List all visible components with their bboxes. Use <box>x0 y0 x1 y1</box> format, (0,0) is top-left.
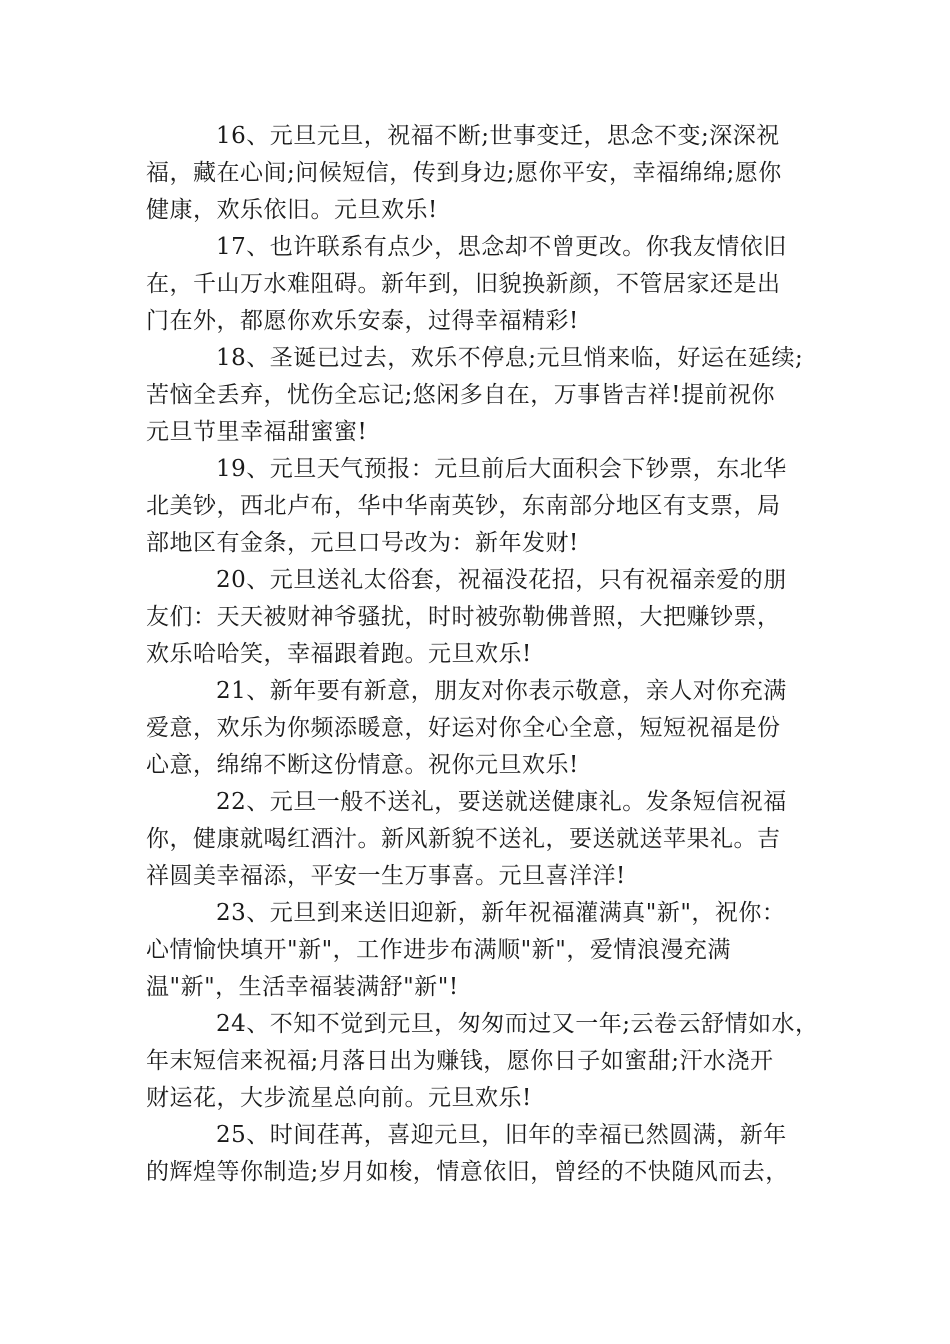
paragraph <box>146 562 826 673</box>
text-line: 18、圣诞已过去，欢乐不停息;元旦悄来临，好运在延续; <box>216 345 804 371</box>
text-line: 心情愉快填开"新"，工作进步布满顺"新"，爱情浪漫充满 <box>146 937 731 963</box>
text-line: 部地区有金条，元旦口号改为：新年发财! <box>146 530 579 556</box>
text-line: 23、元旦到来送旧迎新，新年祝福灌满真"新"，祝你： <box>216 900 786 926</box>
text-line: 在，千山万水难阻碍。新年到，旧貌换新颜，不管居家还是出 <box>146 271 781 297</box>
text-line: 24、不知不觉到元旦，匆匆而过又一年;云卷云舒情如水， <box>216 1011 819 1037</box>
text-line: 20、元旦送礼太俗套，祝福没花招，只有祝福亲爱的朋 <box>216 567 787 593</box>
text-line: 爱意，欢乐为你频添暖意，好运对你全心全意，短短祝福是份 <box>146 715 781 741</box>
text-line: 17、也许联系有点少，思念却不曾更改。你我友情依旧 <box>216 234 787 260</box>
text-line: 温"新"，生活幸福装满舒"新"! <box>146 974 459 1000</box>
paragraph <box>146 118 826 229</box>
text-line: 年末短信来祝福;月落日出为赚钱，愿你日子如蜜甜;汗水浇开 <box>146 1048 774 1074</box>
text-line: 19、元旦天气预报：元旦前后大面积会下钞票，东北华 <box>216 456 787 482</box>
paragraph <box>146 895 826 1006</box>
paragraph <box>146 1117 826 1191</box>
paragraph <box>146 673 826 784</box>
text-line: 北美钞，西北卢布，华中华南英钞，东南部分地区有支票，局 <box>146 493 781 519</box>
text-line: 福，藏在心间;问候短信，传到身边;愿你平安，幸福绵绵;愿你 <box>146 160 782 186</box>
text-line: 欢乐哈哈笑，幸福跟着跑。元旦欢乐! <box>146 641 532 667</box>
text-line: 元旦节里幸福甜蜜蜜! <box>146 419 368 445</box>
paragraph <box>146 1006 826 1117</box>
text-line: 苦恼全丢弃，忧伤全忘记;悠闲多自在，万事皆吉祥!提前祝你 <box>146 382 775 408</box>
paragraph <box>146 340 826 451</box>
text-line: 门在外，都愿你欢乐安泰，过得幸福精彩! <box>146 308 579 334</box>
text-line: 21、新年要有新意，朋友对你表示敬意，亲人对你充满 <box>216 678 787 704</box>
paragraph <box>146 451 826 562</box>
text-line: 心意，绵绵不断这份情意。祝你元旦欢乐! <box>146 752 579 778</box>
text-line: 16、元旦元旦，祝福不断;世事变迁，思念不变;深深祝 <box>216 123 780 149</box>
text-line: 25、时间荏苒，喜迎元旦，旧年的幸福已然圆满，新年 <box>216 1122 787 1148</box>
paragraph <box>146 784 826 895</box>
text-line: 22、元旦一般不送礼，要送就送健康礼。发条短信祝福 <box>216 789 787 815</box>
text-line: 财运花，大步流星总向前。元旦欢乐! <box>146 1085 532 1111</box>
text-line: 祥圆美幸福添，平安一生万事喜。元旦喜洋洋! <box>146 863 626 889</box>
text-line: 你，健康就喝红酒汁。新风新貌不送礼，要送就送苹果礼。吉 <box>146 826 781 852</box>
text-line: 的辉煌等你制造;岁月如梭，情意依旧，曾经的不快随风而去， <box>146 1159 789 1185</box>
paragraph <box>146 229 826 340</box>
document-body <box>146 118 826 1191</box>
text-line: 友们：天天被财神爷骚扰，时时被弥勒佛普照，大把赚钞票， <box>146 604 781 630</box>
text-line: 健康，欢乐依旧。元旦欢乐! <box>146 197 438 223</box>
